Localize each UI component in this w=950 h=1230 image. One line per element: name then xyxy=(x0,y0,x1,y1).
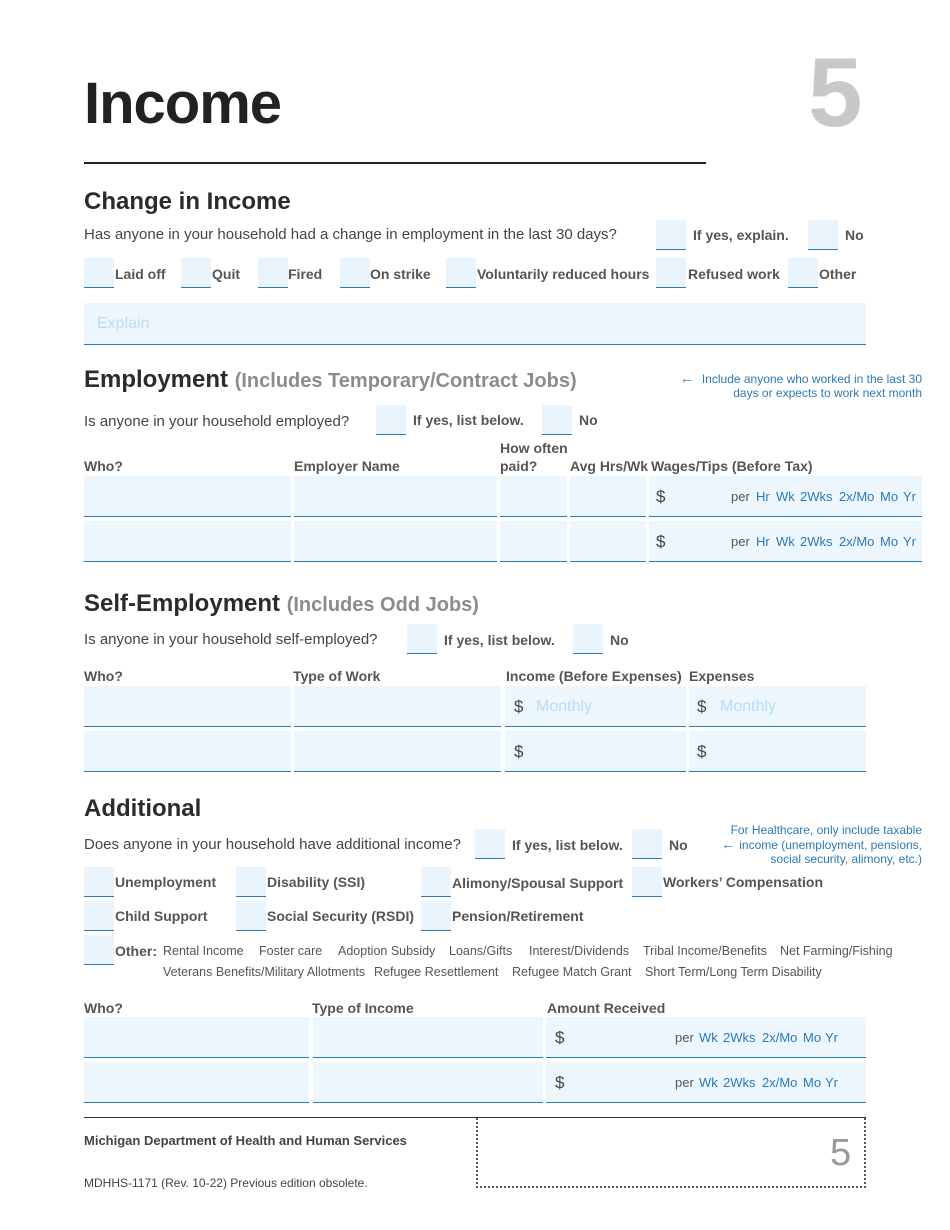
period-2x-mo[interactable]: 2x/Mo xyxy=(839,489,875,504)
period-yr[interactable]: Yr xyxy=(903,489,916,504)
employment-yes-label: If yes, list below. xyxy=(413,412,524,428)
dollar-sign: $ xyxy=(514,742,524,761)
self-employment-yes-label: If yes, list below. xyxy=(444,632,555,648)
section-number: 5 xyxy=(808,37,863,147)
workers-comp-checkbox[interactable] xyxy=(632,867,662,897)
employment-title: Employment xyxy=(84,366,229,393)
dollar-sign: $ xyxy=(656,532,666,551)
period-hr[interactable]: Hr xyxy=(756,489,770,504)
period-2wks[interactable]: 2Wks xyxy=(800,489,833,504)
how-often-input[interactable] xyxy=(500,476,567,517)
change-in-income-heading: Change in Income xyxy=(84,188,291,215)
employment-hint xyxy=(670,371,922,400)
income-input[interactable] xyxy=(505,686,686,727)
disability-ssi-checkbox[interactable] xyxy=(236,867,266,897)
other-option: Foster care xyxy=(259,944,323,958)
period-mo[interactable]: Mo xyxy=(803,1075,822,1090)
change-question: Has anyone in your household had a change in employment in the last 30 days? xyxy=(84,226,617,243)
additional-who-input[interactable] xyxy=(84,1017,309,1058)
period-2x-mo[interactable]: 2x/Mo xyxy=(762,1075,798,1090)
col-who: Who? xyxy=(84,1000,123,1016)
dollar-sign: $ xyxy=(697,697,707,716)
expenses-input[interactable] xyxy=(689,731,866,772)
child-support-checkbox[interactable] xyxy=(84,901,114,931)
self-employment-title: Self-Employment xyxy=(84,590,281,617)
refused-work-label: Refused work xyxy=(688,266,780,282)
type-of-income-input[interactable] xyxy=(313,1017,543,1058)
change-no-checkbox[interactable] xyxy=(808,220,838,250)
self-employment-no-label: No xyxy=(610,632,629,648)
period-yr[interactable]: Yr xyxy=(825,1075,838,1090)
col-avg-hrs: Avg Hrs/Wk xyxy=(570,458,649,474)
employment-no-checkbox[interactable] xyxy=(542,405,572,435)
additional-no-label: No xyxy=(669,837,688,853)
employment-who-input[interactable] xyxy=(84,521,291,562)
quit-label: Quit xyxy=(212,266,240,282)
other-option: Short Term/Long Term Disability xyxy=(645,965,822,979)
wages-input[interactable] xyxy=(649,476,922,517)
other-option: Net Farming/Fishing xyxy=(780,944,893,958)
unemployment-label: Unemployment xyxy=(115,874,217,890)
change-no-label: No xyxy=(845,227,864,243)
employment-question: Is anyone in your household employed? xyxy=(84,413,350,430)
other-option: Rental Income xyxy=(163,944,244,958)
period-yr[interactable]: Yr xyxy=(903,534,916,549)
per-label: per xyxy=(731,489,750,504)
amount-received-input[interactable] xyxy=(546,1062,866,1103)
period-2x-mo[interactable]: 2x/Mo xyxy=(839,534,875,549)
other-option: Refugee Resettlement xyxy=(374,965,499,979)
period-2wks[interactable]: 2Wks xyxy=(723,1075,756,1090)
additional-hint-line2: income (unemployment, pensions, xyxy=(739,838,922,852)
col-wages: Wages/Tips (Before Tax) xyxy=(651,458,813,474)
period-mo[interactable]: Mo xyxy=(880,489,899,504)
dollar-sign: $ xyxy=(555,1073,565,1092)
income-input[interactable] xyxy=(505,731,686,772)
per-label: per xyxy=(675,1075,694,1090)
other-option: Loans/Gifts xyxy=(449,944,513,958)
refused-work-checkbox[interactable] xyxy=(656,258,686,288)
employment-hint-line1: Include anyone who worked in the last 30 xyxy=(701,372,922,386)
other-change-label: Other xyxy=(819,266,857,282)
col-how-often-2: paid? xyxy=(500,458,538,474)
social-security-checkbox[interactable] xyxy=(236,901,266,931)
self-employment-question: Is anyone in your household self-employed? xyxy=(84,631,378,648)
unemployment-checkbox[interactable] xyxy=(84,867,114,897)
explain-input[interactable] xyxy=(84,303,866,345)
footer-signature-box xyxy=(476,1118,866,1188)
additional-heading: Additional xyxy=(84,795,202,822)
col-amount-received: Amount Received xyxy=(547,1000,666,1016)
expenses-input[interactable] xyxy=(689,686,866,727)
footer-department: Michigan Department of Health and Human Services xyxy=(84,1133,407,1148)
wages-input[interactable] xyxy=(649,521,922,562)
other-income-checkbox[interactable] xyxy=(84,935,114,965)
employment-hint-line2: days or expects to work next month xyxy=(733,386,922,400)
dollar-sign: $ xyxy=(555,1028,565,1047)
other-option: Adoption Subsidy xyxy=(338,944,436,958)
type-of-work-input[interactable] xyxy=(294,731,501,772)
period-wk[interactable]: Wk xyxy=(776,489,795,504)
col-type-of-work: Type of Work xyxy=(293,668,381,684)
self-employment-yes-checkbox[interactable] xyxy=(407,624,437,654)
pension-checkbox[interactable] xyxy=(421,901,451,931)
title-divider xyxy=(84,162,706,164)
additional-no-checkbox[interactable] xyxy=(632,829,662,859)
employment-who-input[interactable] xyxy=(84,476,291,517)
employment-subtitle: (Includes Temporary/Contract Jobs) xyxy=(234,370,577,392)
avg-hrs-input[interactable] xyxy=(570,521,646,562)
footer-form-number: MDHHS-1171 (Rev. 10-22) Previous edition obsolete. xyxy=(84,1176,368,1190)
employer-name-input[interactable] xyxy=(294,476,497,517)
other-option: Refugee Match Grant xyxy=(512,965,632,979)
amount-received-input[interactable] xyxy=(546,1017,866,1058)
pension-label: Pension/Retirement xyxy=(452,908,584,924)
fired-label: Fired xyxy=(288,266,323,282)
employment-heading xyxy=(84,366,577,394)
col-type-of-income: Type of Income xyxy=(312,1000,414,1016)
how-often-input[interactable] xyxy=(500,521,567,562)
period-wk[interactable]: Wk xyxy=(699,1075,718,1090)
laid-off-checkbox[interactable] xyxy=(84,258,114,288)
additional-question: Does anyone in your household have additional income? xyxy=(84,836,461,853)
self-employment-subtitle: (Includes Odd Jobs) xyxy=(286,594,479,616)
page-title: Income xyxy=(84,71,282,136)
other-change-checkbox[interactable] xyxy=(788,258,818,288)
additional-who-input[interactable] xyxy=(84,1062,309,1103)
self-employment-no-checkbox[interactable] xyxy=(573,624,603,654)
period-wk[interactable]: Wk xyxy=(699,1030,718,1045)
period-2wks[interactable]: 2Wks xyxy=(723,1030,756,1045)
change-yes-checkbox[interactable] xyxy=(656,220,686,250)
laid-off-label: Laid off xyxy=(115,266,166,282)
reduced-hours-checkbox[interactable] xyxy=(446,258,476,288)
type-of-income-input[interactable] xyxy=(313,1062,543,1103)
additional-yes-label: If yes, list below. xyxy=(512,837,623,853)
left-arrow-icon: ← xyxy=(721,836,736,852)
additional-hint-line1: For Healthcare, only include taxable xyxy=(730,823,922,837)
dollar-sign: $ xyxy=(514,697,524,716)
avg-hrs-input[interactable] xyxy=(570,476,646,517)
quit-checkbox[interactable] xyxy=(181,258,211,288)
left-arrow-icon: ← xyxy=(679,370,694,386)
monthly-placeholder: Monthly xyxy=(536,698,593,715)
col-who: Who? xyxy=(84,668,123,684)
col-income: Income (Before Expenses) xyxy=(506,668,682,684)
additional-hint xyxy=(700,823,922,866)
additional-hint-line3: social security, alimony, etc.) xyxy=(770,852,922,866)
per-label: per xyxy=(675,1030,694,1045)
col-who: Who? xyxy=(84,458,123,474)
per-label: per xyxy=(731,534,750,549)
on-strike-label: On strike xyxy=(370,266,431,282)
period-mo[interactable]: Mo xyxy=(803,1030,822,1045)
child-support-label: Child Support xyxy=(115,908,208,924)
disability-ssi-label: Disability (SSI) xyxy=(267,874,366,890)
social-security-label: Social Security (RSDI) xyxy=(267,908,415,924)
col-expenses: Expenses xyxy=(689,668,755,684)
other-option: Interest/Dividends xyxy=(529,944,630,958)
additional-yes-checkbox[interactable] xyxy=(475,829,505,859)
other-option: Veterans Benefits/Military Allotments xyxy=(163,965,366,979)
explain-placeholder: Explain xyxy=(97,315,150,332)
dollar-sign: $ xyxy=(697,742,707,761)
type-of-work-input[interactable] xyxy=(294,686,501,727)
alimony-label: Alimony/Spousal Support xyxy=(452,875,624,891)
monthly-placeholder: Monthly xyxy=(720,698,777,715)
self-employment-heading xyxy=(84,590,479,618)
on-strike-checkbox[interactable] xyxy=(340,258,370,288)
col-employer: Employer Name xyxy=(294,458,400,474)
employment-no-label: No xyxy=(579,412,598,428)
other-income-label: Other: xyxy=(115,943,157,959)
period-2x-mo[interactable]: 2x/Mo xyxy=(762,1030,798,1045)
employment-yes-checkbox[interactable] xyxy=(376,405,406,435)
reduced-hours-label: Voluntarily reduced hours xyxy=(477,266,650,282)
employer-name-input[interactable] xyxy=(294,521,497,562)
footer-page-number: 5 xyxy=(830,1132,852,1174)
self-employment-who-input[interactable] xyxy=(84,731,291,772)
workers-comp-label: Workers’ Compensation xyxy=(663,874,824,890)
alimony-checkbox[interactable] xyxy=(421,867,451,897)
period-wk[interactable]: Wk xyxy=(776,534,795,549)
period-2wks[interactable]: 2Wks xyxy=(800,534,833,549)
period-yr[interactable]: Yr xyxy=(825,1030,838,1045)
change-yes-label: If yes, explain. xyxy=(693,227,789,243)
fired-checkbox[interactable] xyxy=(258,258,288,288)
period-hr[interactable]: Hr xyxy=(756,534,770,549)
self-employment-who-input[interactable] xyxy=(84,686,291,727)
dollar-sign: $ xyxy=(656,487,666,506)
col-how-often-1: How often xyxy=(500,440,568,456)
period-mo[interactable]: Mo xyxy=(880,534,899,549)
other-option: Tribal Income/Benefits xyxy=(643,944,767,958)
